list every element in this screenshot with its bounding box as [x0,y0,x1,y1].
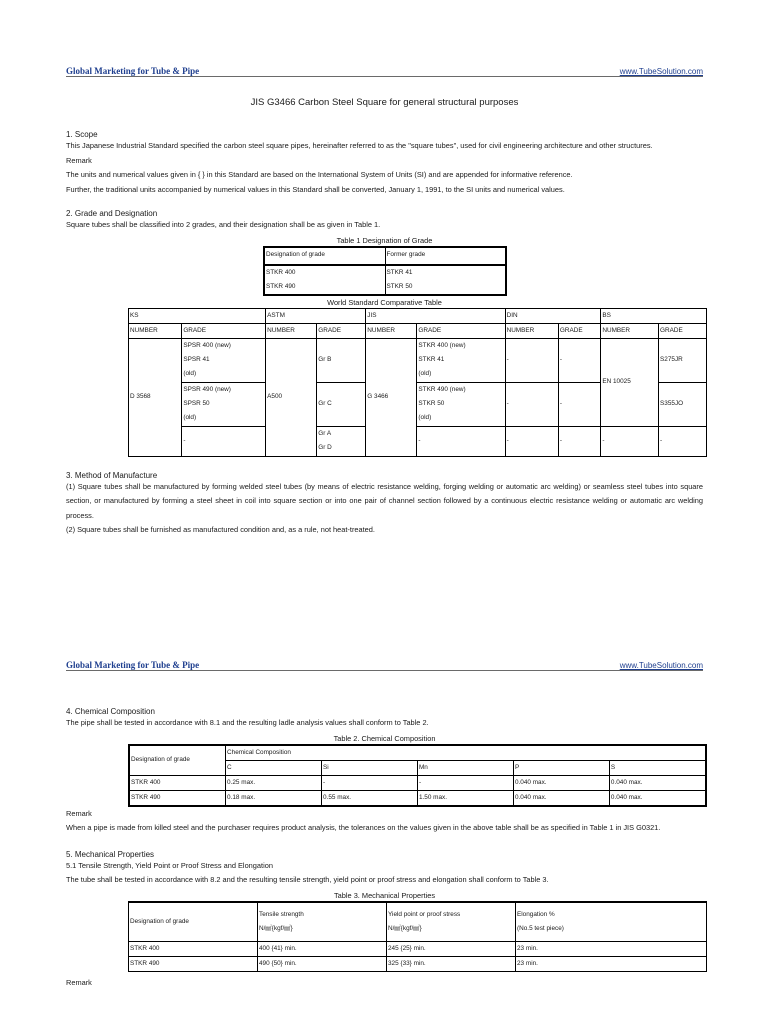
scope-paragraph: This Japanese Industrial Standard specified the carbon steel square pipes, hereinafter referred to as the "square tubes", used for civil engineering architecture and other structures. [66,141,653,150]
table1-caption: Table 1 Designation of Grade [336,235,433,245]
table-header: NUMBER [129,323,182,338]
table-cell [385,265,506,295]
section-heading-scope: 1. Scope [66,130,98,139]
table-cell: - [505,426,558,456]
cell-line: SPSR 50 [183,399,210,407]
table-header: Designation of grade [129,902,258,942]
cell-line: Gr A [318,429,332,437]
cell-line: STKR 50 [386,282,413,290]
header-title: Global Marketing for Tube & Pipe [66,66,200,76]
world-standard-comparative-table [128,308,707,457]
table-cell: - [558,338,600,382]
mechanical-subheading: 5.1 Tensile Strength, Yield Point or Proof Stress and Elongation [66,860,273,870]
scope-units-paragraph: The units and numerical values given in { } in this Standard are based on the International System of Units (SI) and are appended for informative reference. [66,170,573,179]
table-header: JIS [366,308,505,323]
cell-line: (No.5 test piece) [517,924,564,932]
section-heading-chemical: 4. Chemical Composition [66,707,155,716]
table-cell: Gr B [317,338,366,382]
table-cell: 325 {33} min. [387,957,516,972]
table-cell: S355JO [659,382,707,426]
table-cell: D 3568 [129,338,182,456]
table-cell: 245 {25} min. [387,942,516,957]
section-heading-manufacture: 3. Method of Manufacture [66,470,158,480]
cell-line: STKR 400 (new) [418,341,466,349]
table-cell: 1.50 max. [417,790,513,806]
cell-line: STKR 41 [418,355,445,363]
table-header: Former grade [385,247,506,265]
table-cell [417,338,505,382]
table-row [129,942,707,957]
cell-line: Yield point or proof stress [388,910,461,918]
table-cell: - [659,426,707,456]
manufacture-paragraph-2: (2) Square tubes shall be furnished as manufactured condition and, as a rule, not heat-treated. [66,525,375,534]
cell-line: N/㎟{kgf/㎟} [259,924,293,932]
cell-line: STKR 490 (new) [418,385,466,393]
table-header: GRADE [417,323,505,338]
page-1 [66,62,703,538]
table-header: C [226,760,322,775]
table-header [258,902,387,942]
table-cell: - [182,426,266,456]
manufacture-paragraph-1: (1) Square tubes shall be manufactured by forming welded steel tubes (by means of electric resistance welding, forging welding or automatic arc welding) or seamless steel tubes into square section, or manufactured by forming a steel sheet in coil into square section or into one pair of channel section followed by a continuous electric resistance welding or automatic arc welding process. [66,481,703,520]
table-cell: STKR 490 [129,957,258,972]
table-cell: STKR 400 [129,942,258,957]
table-cell [417,382,505,426]
chemical-remark-label: Remark [66,808,92,818]
cell-line: (old) [183,413,197,421]
page-2 [66,656,703,991]
table-cell: 400 {41} min. [258,942,387,957]
grade-paragraph: Square tubes shall be classified into 2 grades, and their designation shall be as given in Table 1. [66,220,381,229]
table-cell: 23 min. [516,942,707,957]
table-cell: 0.040 max. [609,775,706,790]
cell-line: SPSR 41 [183,355,210,363]
chemical-remark-paragraph: When a pipe is made from killed steel and the purchaser requires product analysis, the tolerances on the values given in the above table shall be as specified in Table 1 in JIS G0321. [66,823,661,832]
cell-line: (old) [418,413,432,421]
table-cell [317,426,366,456]
cell-line: N/㎟{kgf/㎟} [388,924,422,932]
table-cell: 0.040 max. [513,790,609,806]
table-header: GRADE [659,323,707,338]
table-cell: 0.040 max. [513,775,609,790]
header-link[interactable]: www.TubeSolution.com [619,67,703,76]
table-cell: S275JR [659,338,707,382]
cell-line: (old) [418,369,432,377]
table-header: Si [322,760,418,775]
table-cell: 0.040 max. [609,790,706,806]
table-cell: - [417,426,505,456]
scope-remark-label: Remark [66,155,92,165]
table-header: Designation of grade [264,247,385,265]
chemical-paragraph: The pipe shall be tested in accordance with 8.1 and the resulting ladle analysis values shall conform to Table 2. [66,718,429,727]
scope-conversion-paragraph: Further, the traditional units accompanied by numerical values in this Standard shall be converted, January 1, 1991, to the SI units and numerical values. [66,184,565,194]
table-cell [182,382,266,426]
cell-line: STKR 400 [266,268,296,276]
table-row [129,775,706,790]
section-heading-grade: 2. Grade and Designation [66,209,158,218]
table-header: Designation of grade [129,745,226,776]
cell-line: Elongation % [517,910,555,918]
table-header: S [609,760,706,775]
table-cell: - [601,426,659,456]
table-cell: - [505,382,558,426]
section-heading-mechanical: 5. Mechanical Properties [66,849,155,859]
table-cell: 0.55 max. [322,790,418,806]
table-cell: - [322,775,418,790]
table-cell: STKR 400 [129,775,226,790]
table-header: DIN [505,308,601,323]
table2-caption: Table 2. Chemical Composition [333,733,436,743]
table-cell: 0.18 max. [226,790,322,806]
cell-line: STKR 41 [386,268,413,276]
table-header: NUMBER [505,323,558,338]
mechanical-paragraph: The tube shall be tested in accordance with 8.2 and the resulting tensile strength, yield point or proof stress and elongation shall conform to Table 3. [66,875,549,884]
table1-designation-of-grade [263,246,507,296]
world-table-caption: World Standard Comparative Table [327,297,442,307]
table-header: KS [129,308,266,323]
table-header: Mn [417,760,513,775]
cell-line: SPSR 490 (new) [183,385,231,393]
table-cell: 490 {50} min. [258,957,387,972]
page-header [66,656,703,671]
table-cell: A500 [266,338,317,456]
table-cell: G 3466 [366,338,417,456]
table3-mechanical-properties [128,901,707,973]
table2-chemical-composition [128,744,707,807]
mechanical-remark-label: Remark [66,978,92,987]
table-cell: Gr C [317,382,366,426]
cell-line: Gr D [318,443,332,451]
table-header: GRADE [317,323,366,338]
table-cell: - [505,338,558,382]
table-header: P [513,760,609,775]
table-header: Chemical Composition [226,745,706,761]
table-cell: EN 10025 [601,338,659,426]
table-header [387,902,516,942]
table-cell: - [558,426,600,456]
table-cell [182,338,266,382]
table-header: NUMBER [601,323,659,338]
table-header: GRADE [182,323,266,338]
table-header: BS [601,308,707,323]
table-row [129,957,707,972]
table-row [129,790,706,806]
cell-line: STKR 490 [266,282,296,290]
table-cell: - [558,382,600,426]
table-header: NUMBER [366,323,417,338]
header-link[interactable]: www.TubeSolution.com [619,661,703,670]
table-cell: 23 min. [516,957,707,972]
table-cell [264,265,385,295]
table-cell: - [417,775,513,790]
table-header: ASTM [266,308,366,323]
cell-line: SPSR 400 (new) [183,341,231,349]
table-cell: STKR 490 [129,790,226,806]
table-header: GRADE [558,323,600,338]
header-title: Global Marketing for Tube & Pipe [66,660,200,670]
table3-caption: Table 3. Mechanical Properties [333,890,436,900]
table-cell: 0.25 max. [226,775,322,790]
document-title: JIS G3466 Carbon Steel Square for general structural purposes [250,97,519,108]
cell-line: STKR 50 [418,399,445,407]
cell-line: (old) [183,369,197,377]
page-header [66,62,703,77]
table-header [516,902,707,942]
cell-line: Tensile strength [259,910,304,918]
table-header: NUMBER [266,323,317,338]
